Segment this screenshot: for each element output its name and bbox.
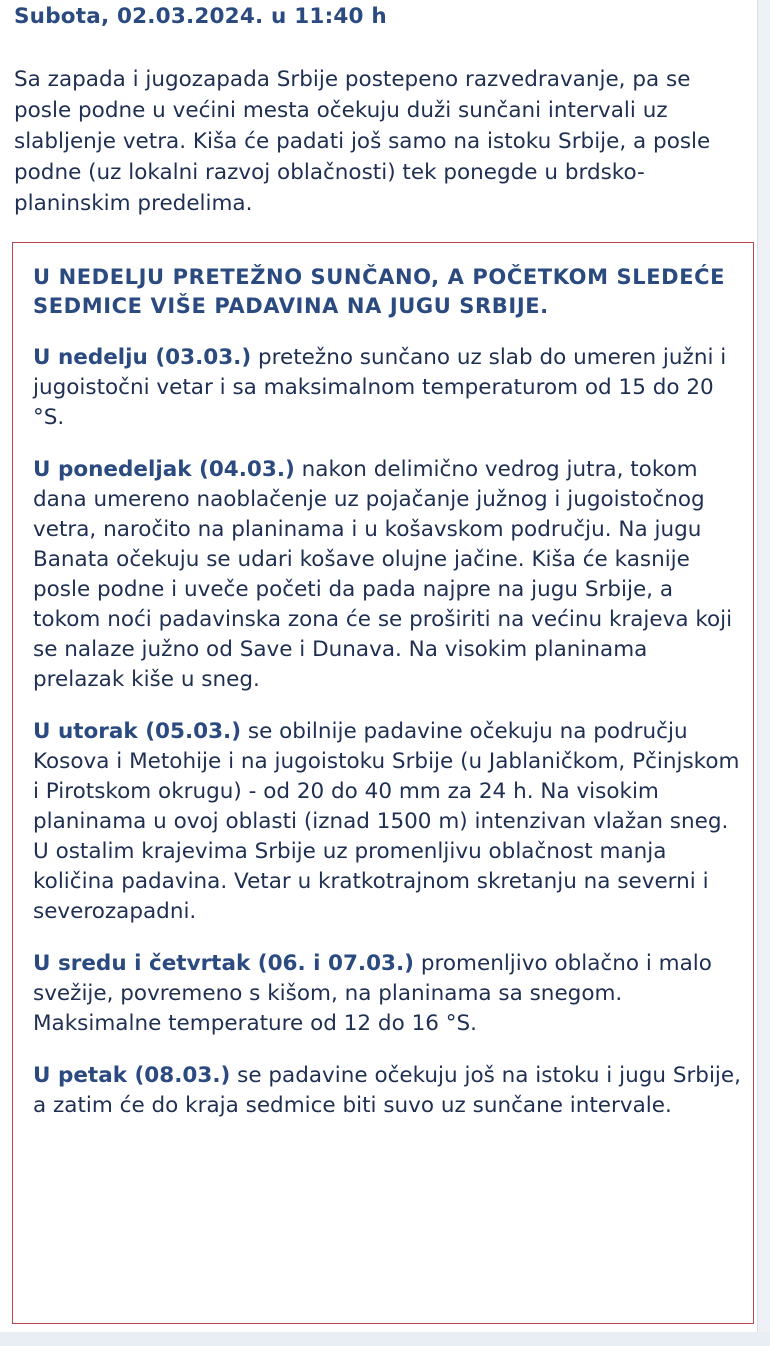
day-text: se padavine očekuju još na istoku i jugu Srbije, a zatim će do kraja sedmice biti suvo uz sunčane intervale. (33, 1063, 741, 1118)
outlook-box (12, 242, 754, 1324)
day-label: U petak (08.03.) (33, 1063, 231, 1088)
day-text: nakon delimično vedrog jutra, tokom dana umereno naoblačenje uz pojačanje južnog i jugoistočnog vetra, naročito na planinama i u košavskom području. Na jugu Banata očekuju se udari košave olujne jačine. Kiša će kasnije posle podne i uveče početi da pada najpre na jugu Srbije, a tokom noći padavinska zona će se proširiti na većinu krajeva koji se nalaze južno od Save i Dunava. Na visokim planinama prelazak kiše u sneg. (33, 457, 733, 692)
intro-paragraph: Sa zapada i jugozapada Srbije postepeno razvedravanje, pa se posle podne u većini mesta očekuju duži sunčani intervali uz slabljenje vetra. Kiša će padati još samo na istoku Srbije, a posle podne (uz lokalni razvoj oblačnosti) tek ponegde u brdsko-planinskim predelima. (14, 67, 711, 216)
issue-date-heading: Subota, 02.03.2024. u 11:40 h (14, 4, 387, 29)
day-label: U nedelju (03.03.) (33, 345, 252, 370)
day-text: promenljivo oblačno i malo svežije, povremeno s kišom, na planinama sa snegom. Maksimalne temperature od 12 do 16 °S. (33, 951, 712, 1036)
scrollbar-track[interactable] (757, 0, 770, 1346)
day-forecast-friday (33, 1061, 745, 1121)
outlook-headline: U NEDELJU PRETEŽNO SUNČANO, A POČETKOM SLEDEĆE SEDMICE VIŠE PADAVINA NA JUGU SRBIJE. (33, 265, 726, 318)
day-text: pretežno sunčano uz slab do umeren južni i jugoistočni vetar i sa maksimalnom temperaturom od 15 do 20 °S. (33, 345, 727, 430)
day-forecast-sunday (33, 343, 745, 433)
day-forecast-monday (33, 455, 745, 695)
day-label: U sredu i četvrtak (06. i 07.03.) (33, 951, 415, 976)
bottom-divider (0, 1332, 770, 1346)
day-forecast-wednesday-thursday (33, 949, 745, 1039)
day-text: se obilnije padavine očekuju na području Kosova i Metohije i na jugoistoku Srbije (u Jablaničkom, Pčinjskom i Pirotskom okrugu) - od 20 do 40 mm za 24 h. Na visokim planinama u ovoj oblasti (iznad 1500 m) intenzivan vlažan sneg. U ostalim krajevima Srbije uz promenljivu oblačnost manja količina padavina. Vetar u kratkotrajnom skretanju na severni i severozapadni. (33, 719, 740, 924)
day-label: U ponedeljak (04.03.) (33, 457, 295, 482)
day-forecast-tuesday (33, 717, 745, 927)
day-label: U utorak (05.03.) (33, 719, 242, 744)
